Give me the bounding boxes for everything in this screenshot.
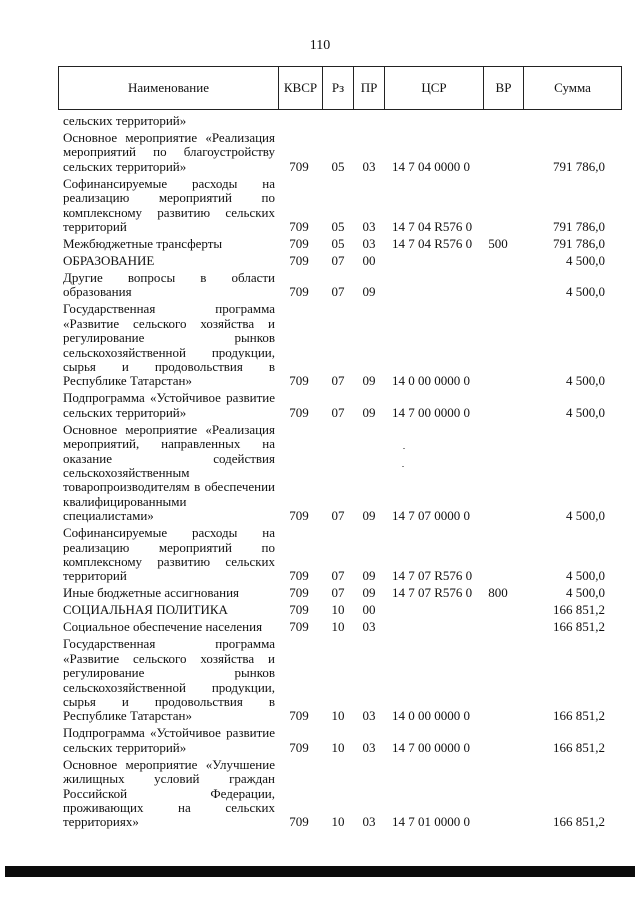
row-name-line: Государственная программа — [63, 636, 275, 652]
row-kvsr: 709 — [289, 602, 309, 618]
row-sum: 4 500,0 — [566, 568, 605, 584]
row-name — [63, 423, 275, 524]
table-row — [0, 131, 640, 174]
row-csr: 14 7 04 R576 0 — [392, 218, 473, 234]
row-pr: 09 — [362, 373, 376, 389]
row-kvsr: 709 — [289, 814, 309, 830]
row-name-line: сырья и продовольствия в — [63, 693, 275, 709]
row-csr: 14 7 00 0000 0 — [392, 404, 470, 420]
row-name — [63, 586, 275, 600]
row-name-line: мероприятий, направленных на — [63, 436, 275, 452]
row-name-line: проживающих на сельских — [63, 799, 275, 815]
row-pr: 03 — [362, 814, 376, 830]
row-rz: 10 — [331, 619, 345, 635]
row-kvsr: 709 — [289, 284, 309, 300]
row-sum: 4 500,0 — [566, 404, 605, 420]
row-name-line: комплексному развитию сельских — [63, 553, 275, 569]
table-row — [0, 758, 640, 830]
table-header — [58, 66, 622, 110]
row-sum: 791 786,0 — [553, 236, 605, 251]
row-rz: 10 — [331, 814, 345, 830]
row-name-line: специалистами» — [63, 508, 154, 524]
row-name-line: Основное мероприятие «Реализация — [63, 421, 275, 437]
row-csr: 14 7 07 R576 0 — [392, 585, 473, 601]
row-name — [63, 726, 275, 755]
row-rz: 10 — [331, 739, 345, 755]
row-kvsr: 709 — [289, 619, 309, 635]
header-pr: ПР — [354, 67, 385, 110]
row-kvsr: 709 — [289, 508, 309, 524]
row-csr: 14 7 04 R576 0 — [392, 236, 473, 251]
row-name — [63, 177, 275, 235]
row-sum: 166 851,2 — [553, 602, 605, 618]
row-name-line: сырья и продовольствия в — [63, 358, 275, 374]
table-row — [0, 423, 640, 524]
row-rz: 07 — [331, 404, 345, 420]
table-row — [0, 254, 640, 268]
row-name-line: Иные бюджетные ассигнования — [63, 585, 240, 601]
row-rz: 10 — [331, 708, 345, 724]
row-sum: 791 786,0 — [553, 218, 605, 234]
row-pr: 03 — [362, 619, 376, 635]
header-kvsr: КВСР — [279, 67, 323, 110]
header-vr: ВР — [484, 67, 524, 110]
table-row — [0, 391, 640, 420]
row-rz: 07 — [331, 253, 345, 268]
row-sum: 166 851,2 — [553, 739, 605, 755]
row-name-line: Российской Федерации, — [63, 785, 275, 801]
header-rz: Рз — [323, 67, 354, 110]
row-name-line: территорий — [63, 568, 127, 584]
row-name — [63, 302, 275, 388]
row-rz: 07 — [331, 508, 345, 524]
row-name-line: ОБРАЗОВАНИЕ — [63, 253, 155, 268]
row-name-line: регулирование рынков — [63, 330, 275, 346]
row-name — [63, 758, 275, 830]
row-name-line: мероприятий по благоустройству — [63, 144, 275, 160]
row-name-line: сельских территорий» — [63, 404, 187, 420]
row-kvsr: 709 — [289, 568, 309, 584]
row-pr: 03 — [362, 158, 376, 174]
row-kvsr: 709 — [289, 404, 309, 420]
header-csr: ЦСР — [385, 67, 484, 110]
row-pr: 03 — [362, 236, 376, 251]
row-name — [63, 526, 275, 584]
row-sum: 166 851,2 — [553, 814, 605, 830]
row-name-line: сельских территорий» — [63, 158, 187, 174]
row-name — [63, 114, 275, 128]
row-name — [63, 254, 275, 268]
row-sum: 166 851,2 — [553, 619, 605, 635]
header-name: Наименование — [59, 67, 279, 110]
row-rz: 07 — [331, 373, 345, 389]
row-name-line: квалифицированными — [63, 493, 187, 509]
row-name — [63, 637, 275, 723]
row-name — [63, 620, 275, 634]
row-name-line: Другие вопросы в области — [63, 270, 275, 285]
row-kvsr: 709 — [289, 218, 309, 234]
row-name-line: территорий — [63, 218, 127, 234]
row-pr: 09 — [362, 568, 376, 584]
row-pr: 03 — [362, 708, 376, 724]
scan-speck — [402, 466, 404, 467]
row-kvsr: 709 — [289, 253, 309, 268]
row-name-line: жилищных условий граждан — [63, 771, 275, 787]
row-name — [63, 603, 275, 617]
table-row — [0, 637, 640, 723]
row-name-line: сельскохозяйственной продукции, — [63, 679, 275, 695]
row-pr: 00 — [362, 253, 376, 268]
row-pr: 03 — [362, 739, 376, 755]
row-name-line: реализацию мероприятий по — [63, 539, 275, 555]
row-name-line: СОЦИАЛЬНАЯ ПОЛИТИКА — [63, 602, 228, 618]
table-row — [0, 302, 640, 388]
scan-edge-bar — [5, 866, 635, 877]
row-rz: 07 — [331, 585, 345, 601]
row-sum: 4 500,0 — [566, 253, 605, 268]
row-vr: 800 — [488, 585, 508, 601]
row-csr: 14 0 00 0000 0 — [392, 708, 470, 724]
row-name-line: Республике Татарстан» — [63, 708, 192, 724]
row-name-line: сельских территорий» — [63, 739, 187, 755]
row-name-line: образования — [63, 284, 132, 300]
header-sum: Сумма — [524, 67, 622, 110]
table-row — [0, 603, 640, 617]
row-name-line: товаропроизводителям в обеспечении — [63, 479, 275, 495]
row-csr: 14 7 00 0000 0 — [392, 739, 470, 755]
row-name-line: «Развитие сельского хозяйства и — [63, 650, 275, 666]
row-name-line: Софинансируемые расходы на — [63, 175, 275, 191]
row-pr: 09 — [362, 284, 376, 300]
row-name-line: Основное мероприятие «Реализация — [63, 130, 275, 145]
row-name-line: сельскохозяйственной продукции, — [63, 344, 275, 360]
row-pr: 00 — [362, 602, 376, 618]
row-kvsr: 709 — [289, 739, 309, 755]
row-name-line: Межбюджетные трансферты — [63, 236, 223, 251]
scan-speck — [403, 448, 405, 449]
row-rz: 10 — [331, 602, 345, 618]
table-row — [0, 114, 640, 128]
row-name-line: регулирование рынков — [63, 665, 275, 681]
row-rz: 05 — [331, 218, 345, 234]
table-row — [0, 237, 640, 251]
row-sum: 4 500,0 — [566, 373, 605, 389]
page-number: 110 — [309, 38, 331, 53]
row-sum: 4 500,0 — [566, 585, 605, 601]
row-sum: 4 500,0 — [566, 284, 605, 300]
row-pr: 09 — [362, 585, 376, 601]
row-csr: 14 0 00 0000 0 — [392, 373, 470, 389]
row-csr: 14 7 07 0000 0 — [392, 508, 470, 524]
table-row — [0, 726, 640, 755]
row-rz: 07 — [331, 284, 345, 300]
row-vr: 500 — [488, 236, 508, 251]
row-sum: 791 786,0 — [553, 158, 605, 174]
row-sum: 4 500,0 — [566, 508, 605, 524]
row-name-line: Основное мероприятие «Улучшение — [63, 756, 275, 772]
row-name — [63, 391, 275, 420]
row-name-line: Социальное обеспечение населения — [63, 619, 263, 635]
row-pr: 09 — [362, 508, 376, 524]
row-name-line: «Развитие сельского хозяйства и — [63, 315, 275, 331]
row-kvsr: 709 — [289, 373, 309, 389]
table-row — [0, 620, 640, 634]
row-rz: 07 — [331, 568, 345, 584]
row-pr: 03 — [362, 218, 376, 234]
row-name-line: Софинансируемые расходы на — [63, 525, 275, 541]
row-name-line: комплексному развитию сельских — [63, 204, 275, 220]
row-csr: 14 7 04 0000 0 — [392, 158, 470, 174]
row-kvsr: 709 — [289, 708, 309, 724]
row-name-line: Государственная программа — [63, 301, 275, 317]
row-csr: 14 7 01 0000 0 — [392, 814, 470, 830]
row-name — [63, 271, 275, 300]
table-row — [0, 177, 640, 235]
row-rz: 05 — [331, 158, 345, 174]
row-pr: 09 — [362, 404, 376, 420]
row-name-line: реализацию мероприятий по — [63, 190, 275, 206]
row-csr: 14 7 07 R576 0 — [392, 568, 473, 584]
row-name-line: Республике Татарстан» — [63, 373, 192, 389]
row-name-line: Подпрограмма «Устойчивое развитие — [63, 390, 275, 406]
row-rz: 05 — [331, 236, 345, 251]
table-row — [0, 586, 640, 600]
row-name-line: Подпрограмма «Устойчивое развитие — [63, 725, 275, 741]
row-name-line: оказание содействия — [63, 450, 275, 466]
row-name — [63, 131, 275, 174]
row-name-line: сельских территорий» — [63, 113, 187, 128]
row-sum: 166 851,2 — [553, 708, 605, 724]
table-row — [0, 271, 640, 300]
table-row — [0, 526, 640, 584]
row-kvsr: 709 — [289, 236, 309, 251]
row-kvsr: 709 — [289, 158, 309, 174]
row-name — [63, 237, 275, 251]
row-name-line: сельскохозяйственным — [63, 464, 190, 480]
row-name-line: территориях» — [63, 814, 139, 830]
row-kvsr: 709 — [289, 585, 309, 601]
